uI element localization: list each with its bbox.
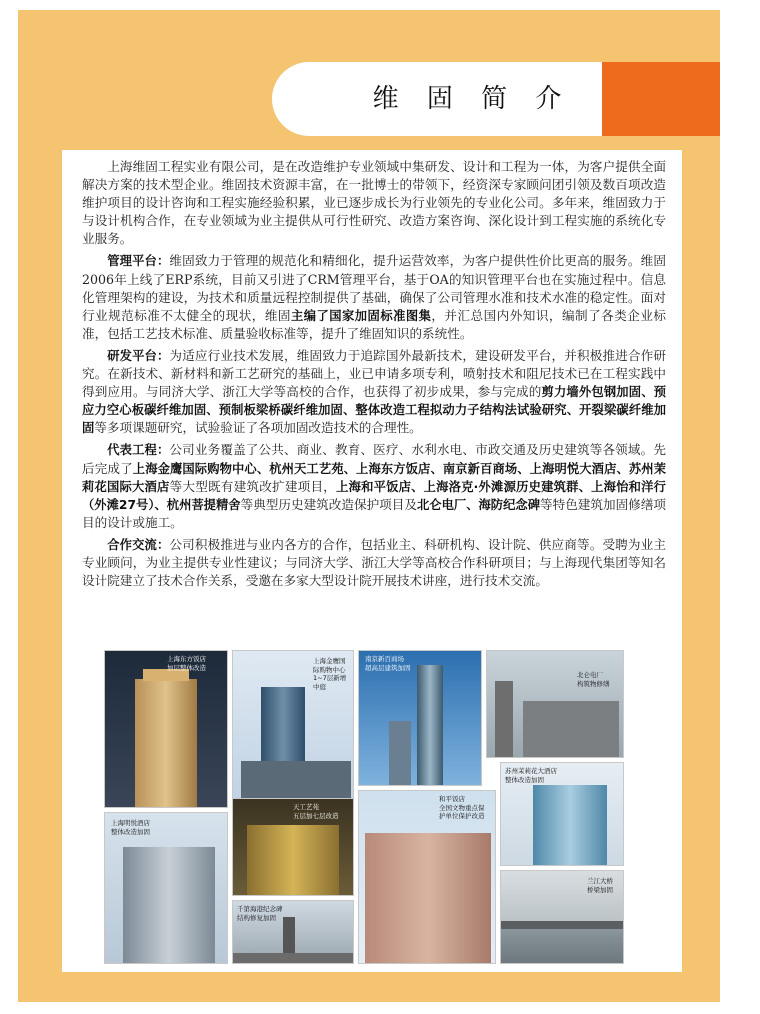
photo-tiangong xyxy=(232,798,354,896)
building-shape xyxy=(123,847,215,964)
rnd-label: 研发平台： xyxy=(107,348,170,363)
photo-jinying-mall xyxy=(232,650,354,808)
rnd-text-b: 等多项课题研究，试验验证了各项加固改造技术的合理性。 xyxy=(94,420,422,436)
building-shape xyxy=(533,785,607,866)
photo-peace-hotel xyxy=(358,790,496,964)
rnd-highlight: 剪力墙外包钢加固、预应力空心板碳纤维加固、预制板梁桥碳纤维加固、整体改造工程拟动力子结构法试验研究、开裂梁碳纤维加固 xyxy=(82,385,666,436)
photo-caption: 兰江大桥 桥梁加固 xyxy=(587,877,613,894)
photo-caption: 天工艺苑 五层加七层改造 xyxy=(293,803,339,820)
photo-caption: 北仑电厂 构筑物修缮 xyxy=(577,671,610,688)
projects-text-c: 等典型历史建筑改造保护项目及 xyxy=(240,496,417,512)
cooperation-text: 公司积极推进与业内各方的合作，包括业主、科研机构、设计院、供应商等。受聘为业主专业顾问，为业主提供专业性建议；与同济大学、浙江大学等高校合作科研项目；与上海现代集团等知名设计院建立了技术合作关系，受邀在多家大型设计院开展技术讲座，进行技术交流。 xyxy=(82,536,666,589)
projects-highlight-1: 上海金鹰国际购物中心、杭州天工艺苑、上海东方饭店、南京新百商场、上海明悦大酒店、苏州茉莉花国际大酒店 xyxy=(82,461,666,494)
paragraph-management xyxy=(82,252,666,342)
page-title: 维 固 简 介 xyxy=(372,84,572,114)
building-shape xyxy=(365,833,491,964)
management-text-a: 维固致力于管理的规范化和精细化，提升运营效率，为客户提供性价比更高的服务。维固2006年上线了ERP系统，目前又引进了CRM管理平台，基于OA的知识管理平台也在实施过程中。信息化管理架构的建设，为技术和质量远程控制提供了基础，确保了公司管理水准和技术水准的稳定性。面对行业规范标准不太健全的现状，维固 xyxy=(82,253,666,323)
photo-monument xyxy=(232,900,354,964)
paragraph-rnd xyxy=(82,347,666,437)
chimney-shape xyxy=(495,681,513,758)
projects-highlight-2: 上海和平饭店、上海洛克·外滩源历史建筑群、上海怡和洋行（外滩27号）、杭州菩提精舍 xyxy=(82,479,666,512)
projects-text-a: 公司业务覆盖了公共、商业、教育、医疗、水利水电、市政交通及历史建筑等各领域。先后完成了 xyxy=(82,442,666,476)
photo-mingyue-hotel xyxy=(104,812,228,964)
building-shape-2 xyxy=(389,721,411,786)
photo-caption: 和平饭店 全国文物重点保 护单位保护改造 xyxy=(439,795,485,820)
building-shape xyxy=(247,825,339,896)
plant-shape xyxy=(523,701,619,758)
photo-caption: 上海明悦酒店 整体改造加固 xyxy=(111,819,150,836)
management-text-b: ，并汇总国内外知识，编制了各类企业标准，包括工艺技术标准、质量验收标准等，提升了维固知识的系统性。 xyxy=(82,307,666,341)
photo-lanjiang-bridge xyxy=(500,870,624,964)
photo-caption: 千第海港纪念碑 结构修复加固 xyxy=(237,905,283,922)
header-accent-block xyxy=(602,62,720,136)
building-shape xyxy=(135,679,197,808)
photo-xinbai-mall xyxy=(358,650,482,786)
river-shape xyxy=(501,929,624,964)
building-shape xyxy=(417,665,443,786)
paragraph-intro xyxy=(82,158,666,248)
photo-caption: 苏州茉莉花大酒店 整体改造加固 xyxy=(505,767,557,784)
photo-jasmine-hotel xyxy=(500,762,624,866)
paragraph-cooperation xyxy=(82,536,666,590)
projects-text-b: 等大型既有建筑改扩建项目， xyxy=(169,478,337,494)
projects-text-d: 等特色建筑加固修缮项目的设计或施工。 xyxy=(82,496,666,530)
photo-caption: 上海东方饭店 加层整体改造 xyxy=(167,655,206,672)
projects-label: 代表工程： xyxy=(107,443,170,458)
bridge-deck xyxy=(501,921,624,929)
photo-beilun-plant xyxy=(486,650,624,758)
rnd-text-a: 为适应行业技术发展，维固致力于追踪国外最新技术，建设研发平台，并积极推进合作研究。在新技术、新材料和新工艺研究的基础上，业已申请多项专利，喷射技术和阻尼技术已在工程实践中得到应用。与同济大学、浙江大学等高校的合作，也获得了初步成果，参与完成的 xyxy=(82,347,666,400)
cooperation-label: 合作交流： xyxy=(107,537,170,552)
management-label: 管理平台： xyxy=(107,254,170,269)
photo-dongfang-hotel xyxy=(104,650,228,808)
projects-highlight-3: 北仑电厂、海防纪念碑 xyxy=(416,497,541,512)
project-photo-collage xyxy=(104,650,624,964)
intro-text xyxy=(82,158,666,594)
paragraph-projects xyxy=(82,441,666,531)
photo-caption: 上海金鹰国 际购物中心 1~7层新增 中庭 xyxy=(313,657,347,691)
ground-shape xyxy=(233,953,354,964)
intro-copy: 上海维固工程实业有限公司，是在改造维护专业领域中集研发、设计和工程为一体，为客户提供全面解决方案的技术型企业。维固技术资源丰富，在一批博士的带领下，经资深专家顾问团引领及数百项改造维护项目的设计咨询和工程实施经验积累，业已逐步成长为行业领先的专业化公司。多年来，维固致力于与设计机构合作，在专业领域为业主提供从可行性研究、改造方案咨询、深化设计到工程实施的系统化专业服务。 xyxy=(82,159,666,247)
photo-caption: 南京新百商场 超高层建筑加固 xyxy=(365,655,411,672)
management-highlight: 主编了国家加固标准图集 xyxy=(290,308,432,323)
